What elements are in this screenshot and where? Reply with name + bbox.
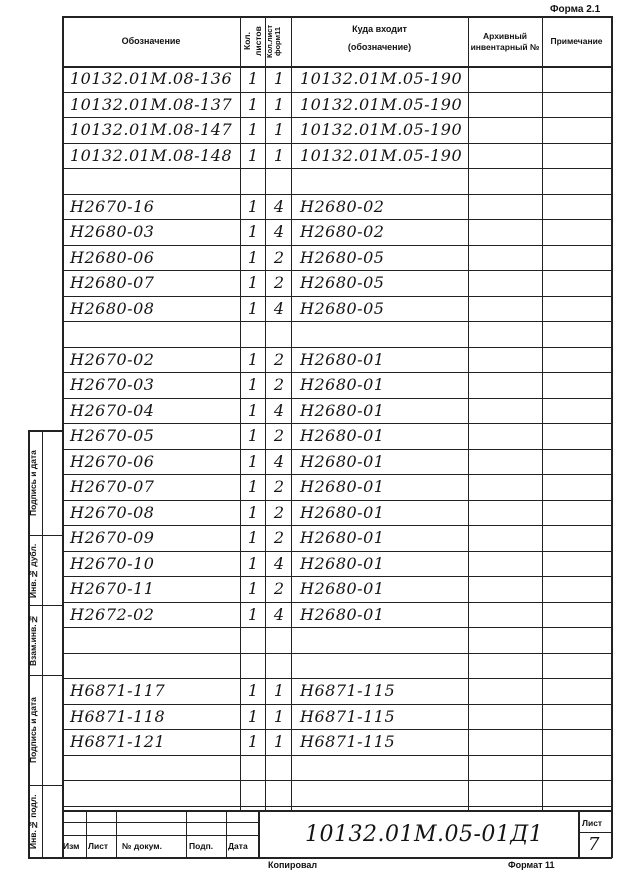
row-format-sheets: 1	[273, 681, 285, 700]
side-label-inv-podl: Инв.№ подл.	[28, 794, 38, 849]
row-format-sheets: 2	[273, 579, 285, 598]
row-where-used: 10132.01М.05-190	[300, 94, 463, 114]
title-izm: Изм	[63, 841, 80, 851]
title-podp: Подп.	[189, 841, 214, 851]
row-sheets: 1	[247, 120, 259, 139]
row-sheets: 1	[247, 273, 259, 292]
row-separator	[62, 347, 612, 348]
row-sheets: 1	[247, 69, 259, 88]
row-where-used: Н2680-01	[300, 477, 385, 496]
row-separator	[62, 168, 612, 169]
row-sheets: 1	[247, 426, 259, 445]
row-separator	[62, 270, 612, 271]
row-separator	[62, 576, 612, 577]
side-label-vzam-inv: Взам.инв.№	[28, 614, 38, 667]
row-designation: Н2670-08	[70, 502, 155, 522]
row-separator	[62, 117, 612, 118]
row-format-sheets: 1	[273, 69, 285, 88]
row-where-used: Н2680-01	[300, 426, 385, 445]
row-designation: Н2670-03	[70, 375, 155, 394]
row-separator	[62, 245, 612, 246]
row-separator	[62, 92, 612, 93]
row-designation: Н2670-06	[70, 451, 155, 471]
footer-copied: Копировал	[268, 860, 318, 870]
row-sheets: 1	[247, 553, 259, 573]
row-sheets: 1	[247, 400, 259, 420]
form-label: Форма 2.1	[550, 4, 601, 15]
row-sheets: 1	[247, 196, 259, 216]
row-sheets: 1	[247, 145, 259, 165]
header-where-used-sub: (обозначение)	[347, 41, 412, 52]
header-archive-no: Архивный инвентарный №	[470, 31, 540, 52]
row-designation: Н6871-121	[70, 732, 166, 751]
row-sheets: 1	[247, 451, 259, 471]
row-designation: Н2680-07	[70, 273, 155, 292]
row-format-sheets: 2	[273, 426, 285, 445]
row-separator	[62, 602, 612, 603]
row-separator	[62, 627, 612, 628]
row-format-sheets: 4	[273, 604, 285, 624]
row-designation: Н2670-04	[70, 400, 155, 420]
row-where-used: Н2680-01	[300, 528, 385, 547]
row-format-sheets: 2	[273, 349, 285, 369]
row-designation: Н2672-02	[70, 604, 155, 624]
row-separator	[62, 755, 612, 756]
row-where-used: Н6871-115	[300, 681, 396, 700]
side-label-inv-dubl: Инв.№ дубл.	[28, 543, 38, 598]
sheet-number: 7	[588, 834, 600, 855]
row-separator	[62, 551, 612, 552]
row-designation: Н2680-06	[70, 247, 155, 267]
row-format-sheets: 1	[273, 120, 285, 139]
row-sheets: 1	[247, 222, 259, 241]
row-sheets: 1	[247, 528, 259, 547]
row-format-sheets: 4	[273, 298, 285, 318]
row-where-used: Н2680-01	[300, 579, 385, 598]
row-where-used: 10132.01М.05-190	[300, 120, 463, 139]
side-label-signature-date-top: Подпись и дата	[28, 450, 38, 516]
row-separator	[62, 296, 612, 297]
row-format-sheets: 1	[273, 94, 285, 114]
row-designation: Н2680-03	[70, 222, 155, 241]
row-sheets: 1	[247, 477, 259, 496]
row-separator	[62, 423, 612, 424]
row-designation: 10132.01М.08-137	[70, 94, 233, 114]
row-format-sheets: 1	[273, 706, 285, 726]
row-separator	[62, 729, 612, 730]
sheet-label: Лист	[582, 818, 603, 828]
row-sheets: 1	[247, 298, 259, 318]
row-designation: Н2670-10	[70, 553, 155, 573]
row-designation: Н2680-08	[70, 298, 155, 318]
row-format-sheets: 1	[273, 145, 285, 165]
row-separator	[62, 219, 612, 220]
row-separator	[62, 704, 612, 705]
footer-format: Формат 11	[508, 860, 555, 870]
row-format-sheets: 4	[273, 553, 285, 573]
row-separator	[62, 653, 612, 654]
row-where-used: 10132.01М.05-190	[300, 69, 463, 88]
row-format-sheets: 2	[273, 273, 285, 292]
row-designation: Н2670-11	[70, 579, 155, 598]
row-sheets: 1	[247, 247, 259, 267]
row-designation: Н6871-118	[70, 706, 166, 726]
row-where-used: Н6871-115	[300, 732, 396, 751]
header-sheets-format: Кол.лист форм11	[265, 24, 282, 58]
header-note: Примечание	[550, 35, 603, 46]
header-sheets-count: Кол. листов	[242, 26, 263, 56]
row-sheets: 1	[247, 579, 259, 598]
row-separator	[62, 678, 612, 679]
row-separator	[62, 449, 612, 450]
row-separator	[62, 806, 612, 807]
row-format-sheets: 4	[273, 222, 285, 241]
row-where-used: Н2680-02	[300, 196, 385, 216]
row-format-sheets: 2	[273, 502, 285, 522]
side-label-signature-date-bottom: Подпись и дата	[28, 697, 38, 764]
title-list: Лист	[88, 841, 109, 851]
row-designation: 10132.01М.08-136	[70, 69, 233, 88]
row-where-used: Н2680-01	[300, 400, 385, 420]
header-where-used: Куда входит	[352, 23, 407, 34]
title-n-dokum: № докум.	[122, 841, 162, 851]
row-format-sheets: 2	[273, 375, 285, 394]
row-where-used: 10132.01М.05-190	[300, 145, 463, 165]
row-sheets: 1	[247, 604, 259, 624]
row-format-sheets: 2	[273, 247, 285, 267]
row-separator	[62, 194, 612, 195]
row-where-used: Н2680-01	[300, 375, 385, 394]
row-designation: Н6871-117	[70, 681, 166, 700]
row-sheets: 1	[247, 94, 259, 114]
row-format-sheets: 4	[273, 196, 285, 216]
row-separator	[62, 525, 612, 526]
row-format-sheets: 4	[273, 451, 285, 471]
title-data: Дата	[228, 841, 248, 851]
row-designation: 10132.01М.08-147	[70, 120, 233, 139]
row-designation: 10132.01М.08-148	[70, 145, 233, 165]
row-where-used: Н2680-05	[300, 298, 385, 318]
row-sheets: 1	[247, 706, 259, 726]
row-where-used: Н6871-115	[300, 706, 396, 726]
row-separator	[62, 398, 612, 399]
row-sheets: 1	[247, 375, 259, 394]
row-separator	[62, 474, 612, 475]
row-sheets: 1	[247, 349, 259, 369]
row-designation: Н2670-05	[70, 426, 155, 445]
row-where-used: Н2680-01	[300, 502, 385, 522]
row-sheets: 1	[247, 732, 259, 751]
row-sheets: 1	[247, 502, 259, 522]
row-separator	[62, 372, 612, 373]
header-designation: Обозначение	[121, 35, 181, 46]
row-designation: Н2670-02	[70, 349, 155, 369]
row-format-sheets: 2	[273, 528, 285, 547]
row-separator	[62, 780, 612, 781]
row-where-used: Н2680-01	[300, 604, 385, 624]
row-where-used: Н2680-05	[300, 247, 385, 267]
row-separator	[62, 143, 612, 144]
row-where-used: Н2680-05	[300, 273, 385, 292]
row-designation: Н2670-09	[70, 528, 155, 547]
row-where-used: Н2680-01	[300, 349, 385, 369]
row-separator	[62, 500, 612, 501]
document-code: 10132.01М.05-01Д1	[305, 822, 544, 847]
row-separator	[62, 321, 612, 322]
row-sheets: 1	[247, 681, 259, 700]
row-format-sheets: 2	[273, 477, 285, 496]
row-designation: Н2670-16	[70, 196, 155, 216]
row-where-used: Н2680-01	[300, 553, 385, 573]
row-where-used: Н2680-02	[300, 222, 385, 241]
row-format-sheets: 1	[273, 732, 285, 751]
row-designation: Н2670-07	[70, 477, 155, 496]
row-where-used: Н2680-01	[300, 451, 385, 471]
row-format-sheets: 4	[273, 400, 285, 420]
